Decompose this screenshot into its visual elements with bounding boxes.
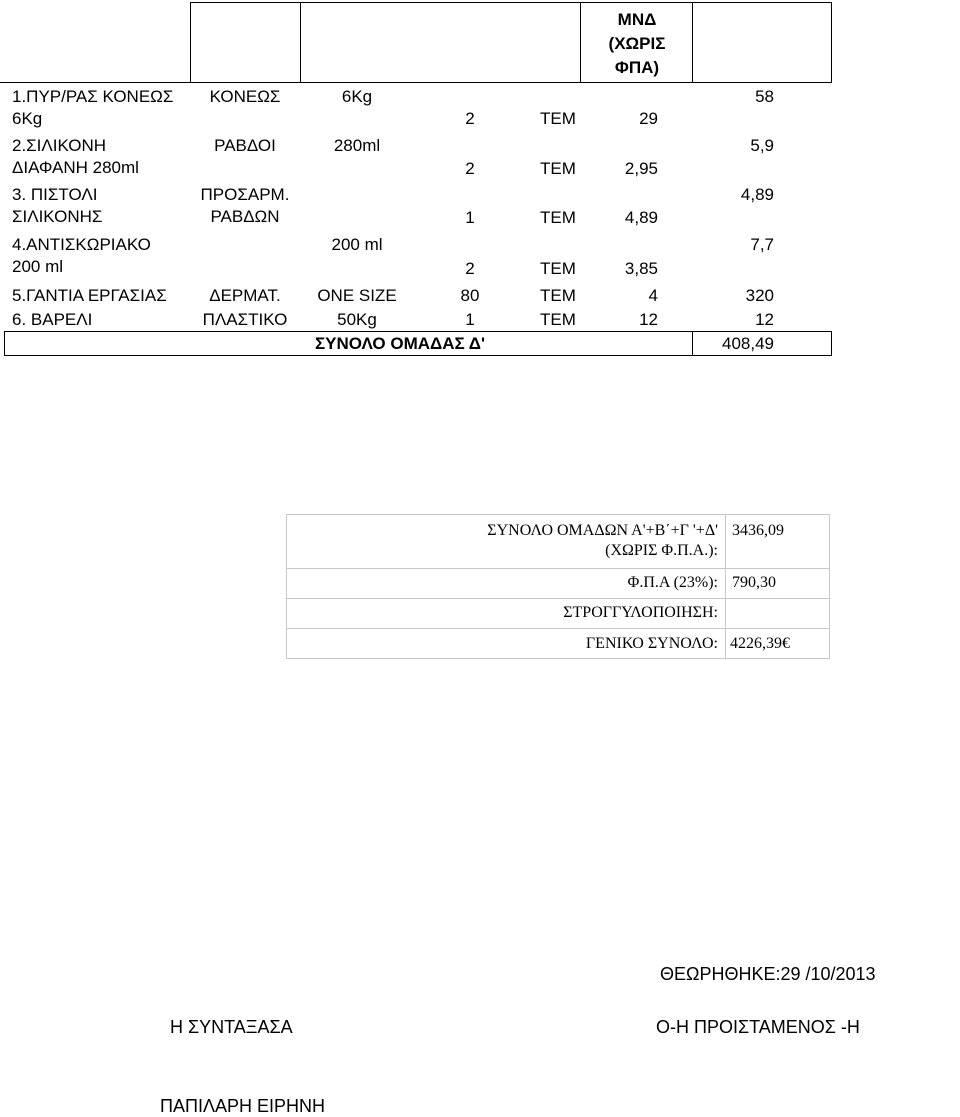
item-description: 6. ΒΑΡΕΛΙ — [12, 310, 93, 329]
item-description: 3. ΠΙΣΤΟΛΙ ΣΙΛΙΚΟΝΗΣ — [12, 185, 103, 226]
vat-label: Φ.Π.Α (23%): — [627, 574, 718, 591]
item-type: ΠΡΟΣΑΡΜ. ΡΑΒΔΩΝ — [200, 185, 290, 226]
approval-date: ΘΕΩΡΗΘΗΚΕ:29 /10/2013 — [660, 964, 876, 984]
item-quantity: 1 — [465, 208, 475, 227]
item-quantity: 2 — [465, 109, 475, 128]
item-quantity: 2 — [465, 259, 475, 278]
price-column-header: ΜΝΔ (ΧΩΡΙΣ ΦΠΑ) — [608, 10, 666, 77]
supervisor-title: Ο-Η ΠΡΟΙΣΤΑΜΕΝΟΣ -Η — [656, 1017, 860, 1037]
item-unit-price: 12 — [639, 310, 658, 329]
rounding-label: ΣΤΡΟΓΓΥΛΟΠΟΙΗΣΗ: — [563, 604, 718, 621]
groups-total-value: 3436,09 — [732, 522, 784, 539]
vat-value: 790,30 — [732, 574, 776, 591]
item-total: 7,7 — [750, 235, 774, 254]
item-quantity: 80 — [460, 286, 480, 305]
item-unit-price: 2,95 — [624, 159, 658, 178]
item-description: 1.ΠΥΡ/ΡΑΣ ΚΟΝΕΩΣ 6Kg — [12, 87, 174, 128]
item-total: 12 — [755, 310, 774, 329]
item-type: ΚΟΝΕΩΣ — [209, 87, 281, 106]
item-unit-price: 29 — [639, 109, 658, 128]
item-size: ONE SIZE — [317, 286, 397, 305]
item-type: ΡΑΒΔΟΙ — [214, 136, 276, 155]
item-size: 280ml — [333, 136, 381, 155]
item-size: 6Kg — [341, 87, 373, 106]
items-table — [0, 0, 960, 360]
item-description: 4.ΑΝΤΙΣΚΩΡΙΑΚΟ 200 ml — [12, 235, 151, 276]
item-unit: ΤΕΜ — [540, 159, 576, 178]
item-unit: ΤΕΜ — [540, 286, 576, 305]
item-total: 4,89 — [740, 185, 774, 204]
item-unit-price: 4,89 — [624, 208, 658, 227]
item-unit-price: 4 — [648, 286, 658, 305]
grand-total-value: 4226,39€ — [730, 635, 790, 652]
author-title: Η ΣΥΝΤΑΞΑΣΑ — [170, 1017, 293, 1037]
group-total-label: ΣΥΝΟΛΟ ΟΜΑΔΑΣ Δ' — [314, 334, 486, 353]
grand-total-label: ΓΕΝΙΚΟ ΣΥΝΟΛΟ: — [585, 635, 718, 652]
item-total: 58 — [755, 87, 774, 106]
item-unit-price: 3,85 — [624, 259, 658, 278]
item-description: 5.ΓΑΝΤΙΑ ΕΡΓΑΣΙΑΣ — [12, 286, 167, 305]
item-unit: ΤΕΜ — [540, 109, 576, 128]
item-unit: ΤΕΜ — [540, 310, 576, 329]
item-unit: ΤΕΜ — [540, 208, 576, 227]
author-name: ΠΑΠΙΛΑΡΗ ΕΙΡΗΝΗ — [160, 1096, 326, 1116]
group-total-value: 408,49 — [722, 334, 774, 353]
item-total: 5,9 — [750, 136, 774, 155]
item-size: 200 ml — [331, 235, 383, 254]
groups-total-label: ΣΥΝΟΛΟ ΟΜΑΔΩΝ Α'+Β΄+Γ '+Δ' (ΧΩΡΙΣ Φ.Π.Α.): — [487, 522, 718, 559]
item-size: 50Kg — [337, 310, 377, 329]
item-quantity: 1 — [465, 310, 475, 329]
item-type: ΔΕΡΜΑΤ. — [209, 286, 281, 305]
item-total: 320 — [745, 286, 774, 305]
item-unit: ΤΕΜ — [540, 259, 576, 278]
item-quantity: 2 — [465, 159, 475, 178]
item-type: ΠΛΑΣΤΙΚΟ — [202, 310, 288, 329]
item-description: 2.ΣΙΛΙΚΟΝΗ ΔΙΑΦΑΝΗ 280ml — [12, 136, 139, 177]
